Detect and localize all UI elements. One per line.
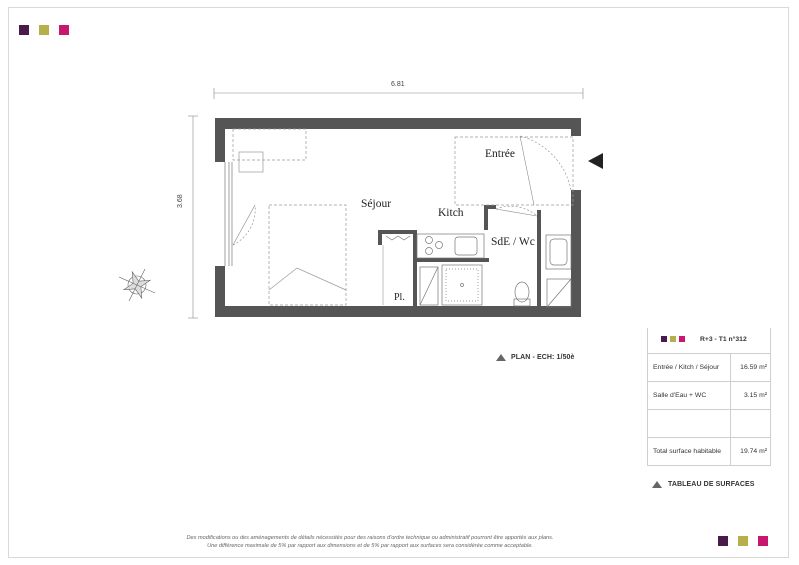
compass-rose-icon — [119, 267, 155, 303]
surfaces-table — [647, 328, 771, 466]
room-label-entree: Entrée — [485, 148, 516, 160]
brand-square-magenta-bottom — [758, 536, 768, 546]
brand-square-olive-bottom — [738, 536, 748, 546]
row-label: Salle d'Eau + WC — [653, 392, 707, 399]
disclaimer-line-1: Des modifications ou des aménagements de détails nécessités pour des raisons d'ordre technique ou administratif pourront être apportés aux plans. — [186, 535, 554, 541]
kitchen — [386, 234, 484, 258]
brand-square-purple-small — [661, 336, 667, 342]
room-label-sde-wc: SdE / Wc — [491, 236, 535, 248]
table-row — [648, 354, 770, 382]
brand-square-magenta-small — [679, 336, 685, 342]
disclaimer-line-2: Une différence maximale de 5% par rapport aux dimensions et de 5% par rapport aux surfaces sera considérée comme acceptable. — [207, 543, 533, 549]
brand-square-purple-bottom — [718, 536, 728, 546]
table-row-total — [648, 438, 770, 466]
plan-caption: PLAN - ECH: 1/50è — [511, 354, 575, 361]
row-value: 16.59 m² — [730, 354, 770, 381]
row-label: Total surface habitable — [653, 448, 722, 455]
room-label-sejour: Séjour — [361, 198, 392, 210]
row-value — [730, 410, 770, 437]
row-label: Entrée / Kitch / Séjour — [653, 364, 720, 371]
row-value: 19.74 m² — [730, 438, 770, 465]
surfaces-caption: TABLEAU DE SURFACES — [668, 481, 755, 488]
table-row — [648, 410, 770, 438]
row-value: 3.15 m² — [730, 382, 770, 409]
table-row — [648, 382, 770, 410]
width-dimension: 6.81 — [391, 81, 405, 88]
doors — [233, 136, 571, 245]
entry-arrow-icon — [588, 153, 603, 169]
height-dimension: 3.68 — [177, 194, 184, 208]
plan-caption-triangle-icon — [496, 354, 506, 361]
surfaces-table-header — [648, 328, 770, 354]
surfaces-caption-triangle-icon — [652, 481, 662, 488]
surfaces-table-title: R+3 - T1 n°312 — [700, 336, 747, 343]
room-label-pl: Pl. — [394, 292, 405, 303]
room-label-kitch: Kitch — [438, 207, 464, 219]
walls — [215, 118, 581, 317]
disclaimer — [140, 534, 600, 550]
brand-square-olive-small — [670, 336, 676, 342]
